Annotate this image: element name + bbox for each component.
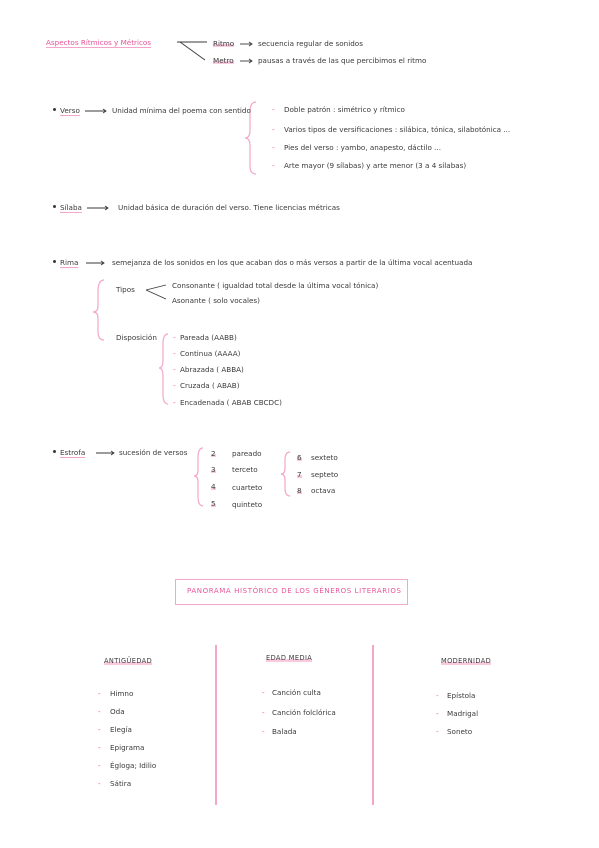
list-item: Encadenada ( ABAB CBCDC) xyxy=(180,398,282,407)
estrofa-number: 4 xyxy=(211,482,216,491)
verso-label: Verso xyxy=(60,106,80,115)
list-item: Doble patrón : simétrico y rítmico xyxy=(284,105,405,114)
bullet xyxy=(53,108,56,111)
estrofa-name: quinteto xyxy=(232,500,263,509)
estrofa-number: 8 xyxy=(297,486,302,495)
ritmo-desc: secuencia regular de sonidos xyxy=(258,39,363,48)
rima-disposicion-label: Disposición xyxy=(116,333,157,342)
list-item: Epigrama xyxy=(110,743,145,752)
list-item: Pies del verso : yambo, anapesto, dáctilo ... xyxy=(284,143,441,152)
estrofa-number: 5 xyxy=(211,499,216,508)
list-item: Continua (AAAA) xyxy=(180,349,241,358)
estrofa-number: 7 xyxy=(297,470,302,479)
rima-label: Rima xyxy=(60,258,79,267)
estrofa-number: 6 xyxy=(297,453,302,462)
metro-desc: pausas a través de las que percibimos el ritmo xyxy=(258,56,427,65)
list-item: Sátira xyxy=(110,779,132,788)
list-item: Égloga; Idilio xyxy=(110,761,157,770)
estrofa-name: terceto xyxy=(232,465,258,474)
list-item: Himno xyxy=(110,689,134,698)
estrofa-def: sucesión de versos xyxy=(119,448,188,457)
column-heading-modernidad: MODERNIDAD xyxy=(441,657,492,665)
bullet xyxy=(53,205,56,208)
estrofa-number: 2 xyxy=(211,449,216,458)
metro-label: Metro xyxy=(213,56,234,65)
bullet xyxy=(53,260,56,263)
list-item: Arte mayor (9 sílabas) y arte menor (3 a 4 sílabas) xyxy=(284,161,467,170)
list-item: Pareada (AABB) xyxy=(180,333,237,342)
list-item: Balada xyxy=(272,727,297,736)
list-item: Epístola xyxy=(447,691,476,700)
column-heading-edad-media: EDAD MEDIA xyxy=(266,654,313,662)
list-item: Canción culta xyxy=(272,688,321,697)
list-item: Abrazada ( ABBA) xyxy=(180,365,244,374)
list-item: Canción folclórica xyxy=(272,708,336,717)
estrofa-name: cuarteto xyxy=(232,483,263,492)
list-item: Elegía xyxy=(110,725,132,734)
estrofa-name: octava xyxy=(311,486,336,495)
rima-def: semejanza de los sonidos en los que acaban dos o más versos a partir de la última vocal acentuada xyxy=(112,258,473,267)
estrofa-label: Estrofa xyxy=(60,448,86,457)
list-item: Consonante ( igualdad total desde la última vocal tónica) xyxy=(172,281,379,290)
silaba-def: Unidad básica de duración del verso. Tiene licencias métricas xyxy=(118,203,340,212)
estrofa-name: pareado xyxy=(232,449,262,458)
list-item: Madrigal xyxy=(447,709,479,718)
estrofa-number: 3 xyxy=(211,465,216,474)
estrofa-name: sexteto xyxy=(311,453,338,462)
list-item: Oda xyxy=(110,707,125,716)
list-item: Varios tipos de versificaciones : silábica, tónica, silabotónica ... xyxy=(284,125,511,134)
column-divider xyxy=(215,645,217,805)
list-item: Asonante ( solo vocales) xyxy=(172,296,260,305)
rima-tipos-label: Tipos xyxy=(116,285,135,294)
estrofa-name: septeto xyxy=(311,470,339,479)
silaba-label: Sílaba xyxy=(60,203,82,212)
list-item: Cruzada ( ABAB) xyxy=(180,381,240,390)
panorama-title: PANORAMA HISTÓRICO DE LOS GÉNEROS LITERARIOS xyxy=(187,587,402,595)
ritmo-label: Ritmo xyxy=(213,39,235,48)
column-divider xyxy=(372,645,374,805)
bullet xyxy=(53,450,56,453)
column-heading-antiguedad: ANTIGÜEDAD xyxy=(104,657,153,665)
list-item: Soneto xyxy=(447,727,473,736)
section-title: Aspectos Rítmicos y Métricos xyxy=(46,38,152,47)
verso-def: Unidad mínima del poema con sentido xyxy=(112,106,251,115)
